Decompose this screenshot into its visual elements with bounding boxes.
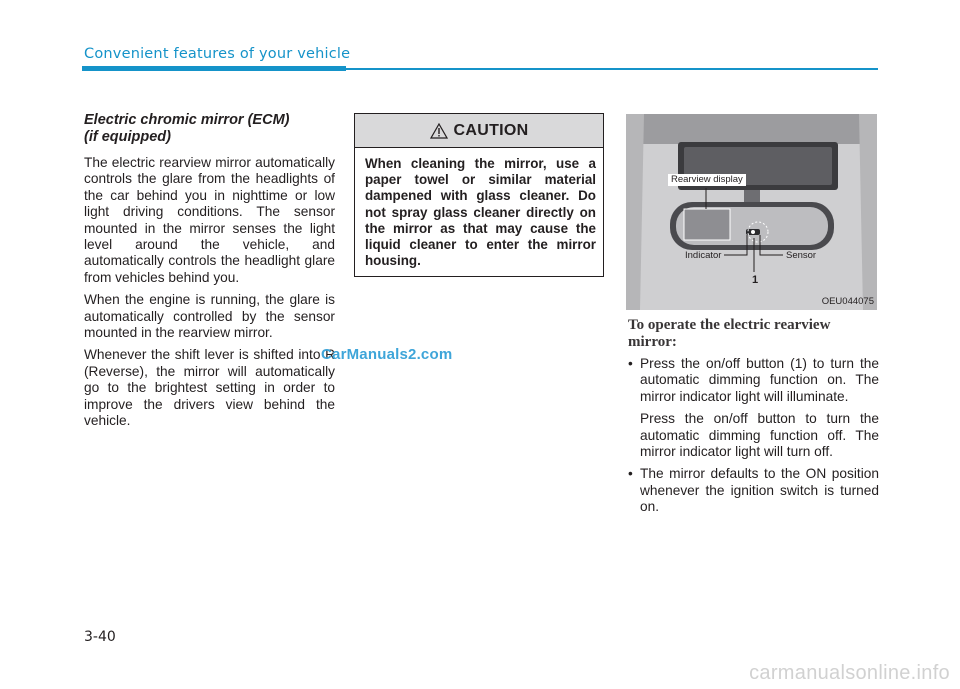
operation-subtitle: To operate the electric rearview mirror: — [628, 317, 831, 350]
watermark-link[interactable]: CarManuals2.com — [321, 346, 453, 363]
ecm-paragraph: Whenever the shift lever is shifted into R (Reverse), the mirror will automatically go to the brightest setting in order to improve the drivers view behind the vehicle. — [84, 347, 335, 429]
ecm-description-column — [84, 112, 335, 436]
bullet-icon: • — [628, 466, 633, 482]
caution-box — [354, 113, 604, 277]
list-item: • Press the on/off button (1) to turn the automatic dimming function on. The mirror indicator light will illuminate. Press the on/off button to turn the automatic dimming function off. The mirror indicator light will turn off. — [628, 356, 879, 460]
indicator-label: Indicator — [685, 250, 722, 261]
watermark-footer: carmanualsonline.info — [749, 662, 950, 684]
ecm-section-title: Electric chromic mirror (ECM) (if equipped) — [84, 112, 290, 145]
ecm-paragraph: The electric rearview mirror automatically controls the glare from the headlights of the car behind you in nighttime or low light driving conditions. The sensor mounted in the mirror senses the light level around the vehicle, and automatically controls the headlight glare from vehicles behind you. — [84, 155, 335, 285]
page-number: 3-40 — [84, 629, 116, 645]
list-item: • The mirror defaults to the ON position whenever the ignition switch is turned on. — [628, 466, 879, 515]
mirror-operation-column — [628, 317, 879, 522]
header-rule — [346, 68, 878, 70]
ecm-paragraph: When the engine is running, the glare is automatically controlled by the sensor mounted in the rearview mirror. — [84, 292, 335, 341]
bullet-icon: • — [628, 356, 633, 371]
caution-title: CAUTION — [453, 121, 529, 139]
header-accent-bar — [82, 66, 346, 71]
warning-triangle-icon — [430, 123, 448, 139]
operation-list — [628, 356, 879, 516]
button-number-callout: 1 — [752, 274, 759, 286]
figure-code: OEU044075 — [821, 296, 874, 307]
section-header-title: Convenient features of your vehicle — [84, 46, 351, 62]
rearview-display-label: Rearview display — [668, 174, 746, 186]
sensor-label: Sensor — [786, 250, 817, 261]
caution-text: When cleaning the mirror, use a paper towel or similar material dampened with glass cleaner. Do not spray glass cleaner directly on the mirror as that may cause the liquid cleaner to enter the mirror housing. — [365, 156, 596, 269]
caution-header — [355, 114, 603, 148]
rearview-mirror-figure — [626, 114, 877, 310]
